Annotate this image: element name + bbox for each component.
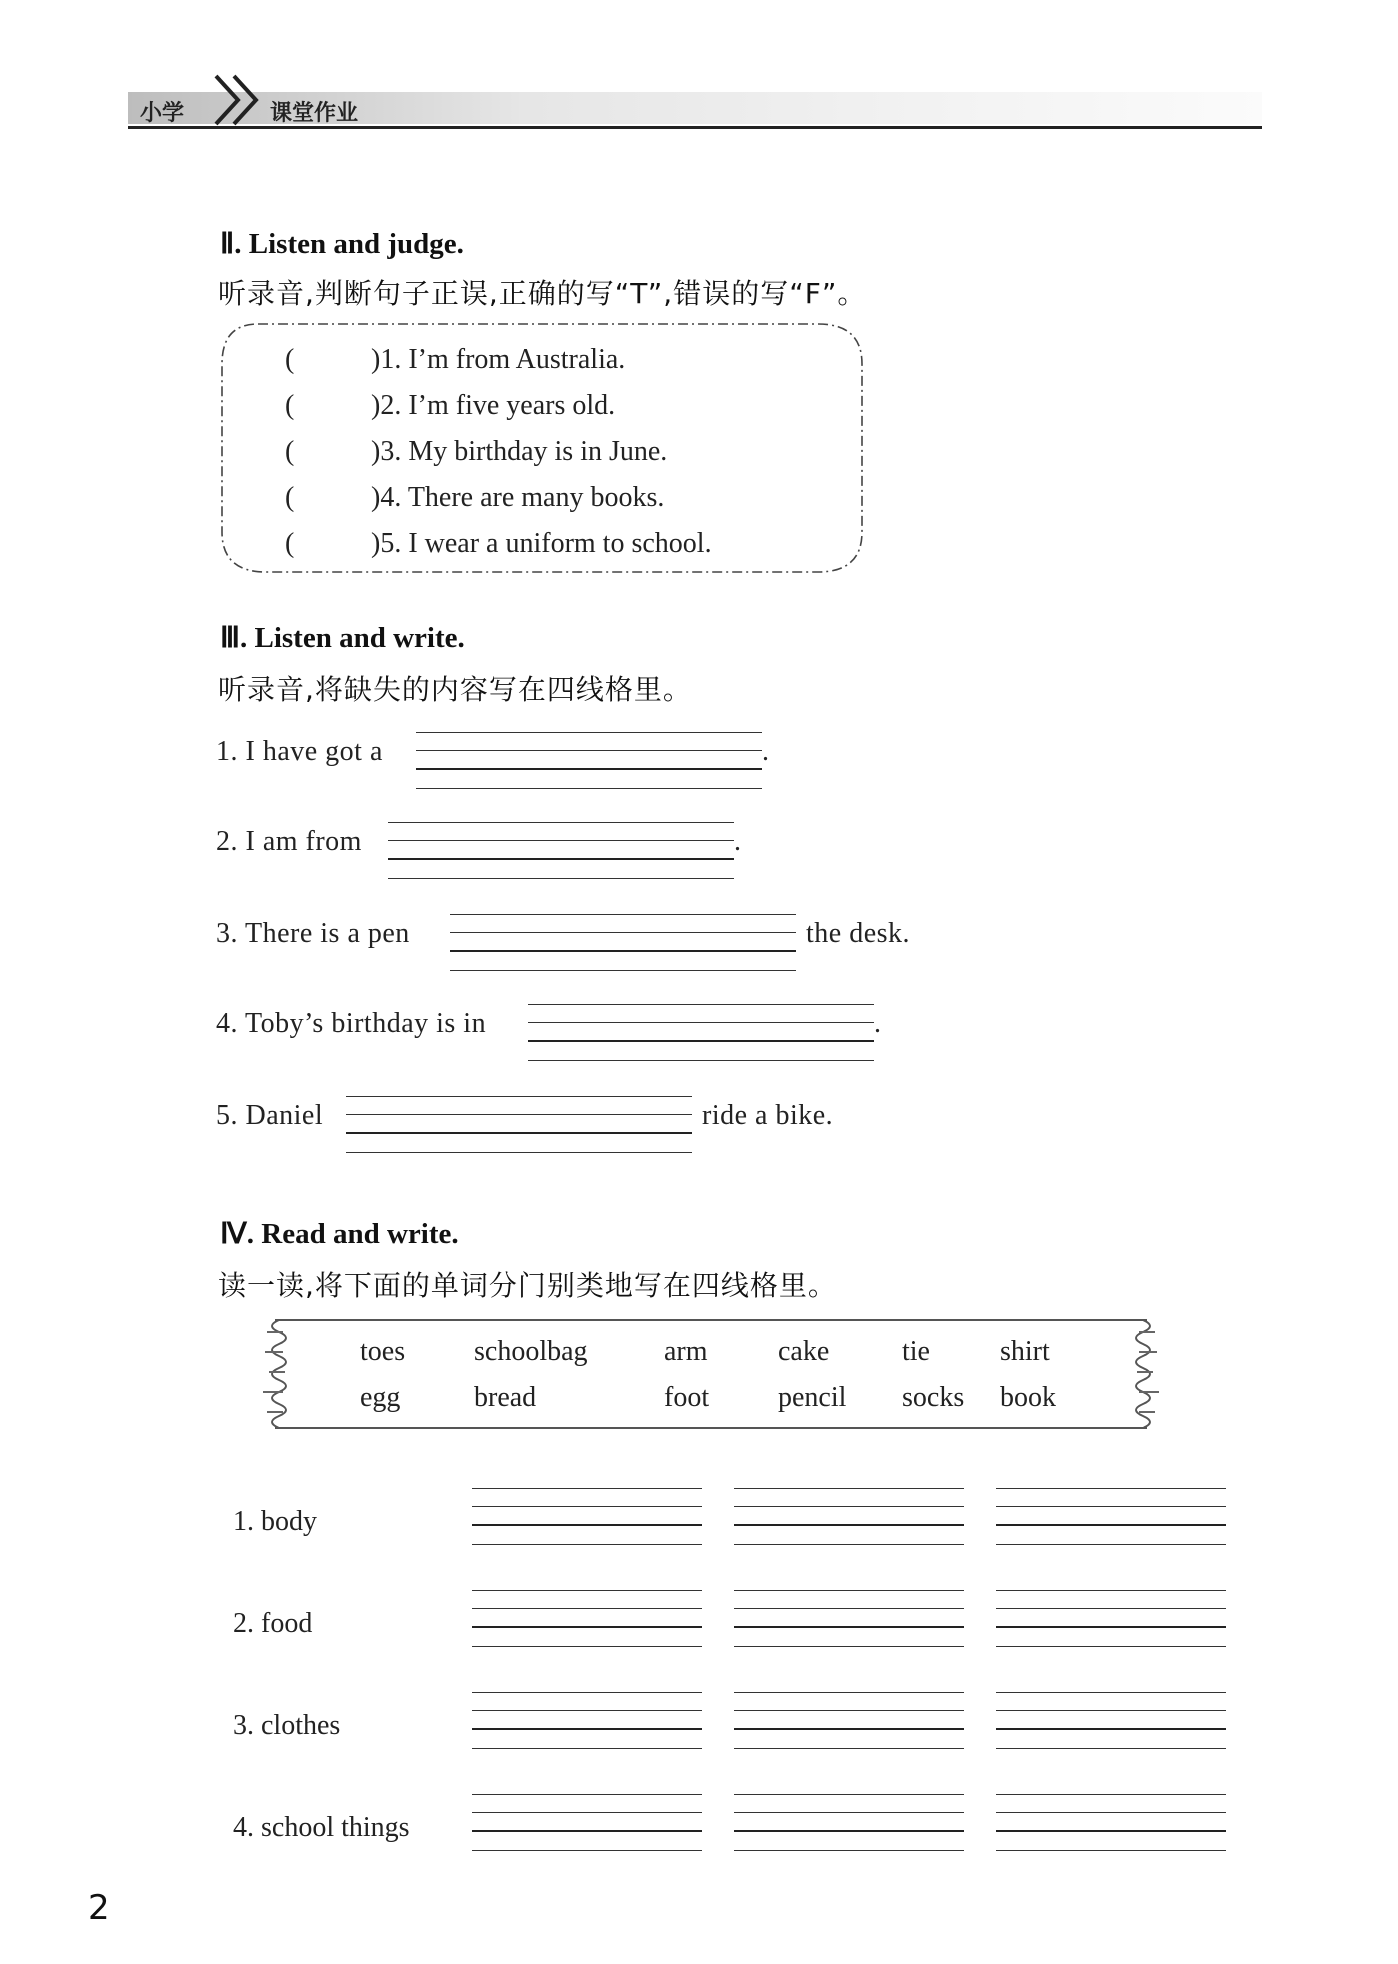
four-line-grid[interactable]: [472, 1488, 702, 1546]
four-line-grid[interactable]: [346, 1096, 692, 1154]
section2-instruction: 听录音,判断句子正误,正确的写“T”,错误的写“F”。: [218, 277, 867, 310]
four-line-grid[interactable]: [450, 914, 796, 972]
word-bank-item: toes: [360, 1336, 406, 1367]
four-line-grid[interactable]: [996, 1794, 1226, 1852]
write-sentence-start: 5. Daniel: [216, 1100, 324, 1131]
judge-item-text: )5. I wear a uniform to school.: [371, 528, 712, 559]
four-line-grid[interactable]: [996, 1590, 1226, 1648]
write-sentence-end: .: [734, 826, 742, 857]
write-sentence-start: 2. I am from: [216, 826, 362, 857]
category-label-food: 2. food: [233, 1608, 313, 1639]
answer-paren[interactable]: (: [285, 344, 295, 375]
word-bank-item: cake: [778, 1336, 830, 1367]
word-bank-scroll-box: [255, 1312, 1167, 1436]
judge-item: [285, 344, 625, 376]
write-sentence-end: ride a bike.: [702, 1100, 834, 1131]
word-bank-item: egg: [360, 1382, 401, 1413]
section4-instruction: 读一读,将下面的单词分门别类地写在四线格里。: [218, 1269, 837, 1302]
four-line-grid[interactable]: [996, 1488, 1226, 1546]
word-bank-item: arm: [664, 1336, 708, 1367]
word-bank-item: shirt: [1000, 1336, 1050, 1367]
word-bank-item: bread: [474, 1382, 537, 1413]
answer-paren[interactable]: (: [285, 390, 295, 421]
judge-item-text: )4. There are many books.: [371, 482, 665, 513]
section3-instruction: 听录音,将缺失的内容写在四线格里。: [218, 673, 692, 706]
judge-item-text: )1. I’m from Australia.: [371, 344, 626, 375]
answer-paren[interactable]: (: [285, 482, 295, 513]
category-label-school-things: 4. school things: [233, 1812, 410, 1843]
word-bank-item: pencil: [778, 1382, 847, 1413]
judge-item-text: )2. I’m five years old.: [371, 390, 616, 421]
write-sentence-end: .: [762, 736, 770, 767]
double-chevron-icon: [208, 68, 272, 128]
write-sentence-end: .: [874, 1008, 882, 1039]
word-bank-item: tie: [902, 1336, 930, 1367]
four-line-grid[interactable]: [996, 1692, 1226, 1750]
word-bank-item: schoolbag: [474, 1336, 588, 1367]
judge-item: [285, 436, 667, 468]
word-bank-item: book: [1000, 1382, 1056, 1413]
answer-paren[interactable]: (: [285, 436, 295, 467]
judge-item: [285, 390, 615, 422]
four-line-grid[interactable]: [734, 1590, 964, 1648]
write-sentence-start: 1. I have got a: [216, 736, 383, 767]
header-right-label: 课堂作业: [270, 101, 359, 126]
answer-paren[interactable]: (: [285, 528, 295, 559]
section4-title: Ⅳ. Read and write.: [220, 1218, 459, 1250]
four-line-grid[interactable]: [472, 1590, 702, 1648]
header-left-label: 小学: [140, 101, 185, 126]
four-line-grid[interactable]: [472, 1794, 702, 1852]
four-line-grid[interactable]: [528, 1004, 874, 1062]
section3-title: Ⅲ. Listen and write.: [220, 622, 465, 654]
word-bank-item: foot: [664, 1382, 710, 1413]
write-sentence-end: the desk.: [806, 918, 911, 949]
section2-title: Ⅱ. Listen and judge.: [220, 228, 464, 260]
four-line-grid[interactable]: [388, 822, 734, 880]
judge-item: [285, 528, 712, 560]
four-line-grid[interactable]: [472, 1692, 702, 1750]
four-line-grid[interactable]: [734, 1488, 964, 1546]
page-number: 2: [88, 1888, 110, 1928]
judge-item: [285, 482, 664, 514]
judge-item-text: )3. My birthday is in June.: [371, 436, 668, 467]
write-sentence-start: 3. There is a pen: [216, 918, 410, 949]
write-sentence-start: 4. Toby’s birthday is in: [216, 1008, 487, 1039]
category-label-body: 1. body: [233, 1506, 317, 1537]
four-line-grid[interactable]: [416, 732, 762, 790]
category-label-clothes: 3. clothes: [233, 1710, 341, 1741]
word-bank-item: socks: [902, 1382, 965, 1413]
four-line-grid[interactable]: [734, 1692, 964, 1750]
four-line-grid[interactable]: [734, 1794, 964, 1852]
